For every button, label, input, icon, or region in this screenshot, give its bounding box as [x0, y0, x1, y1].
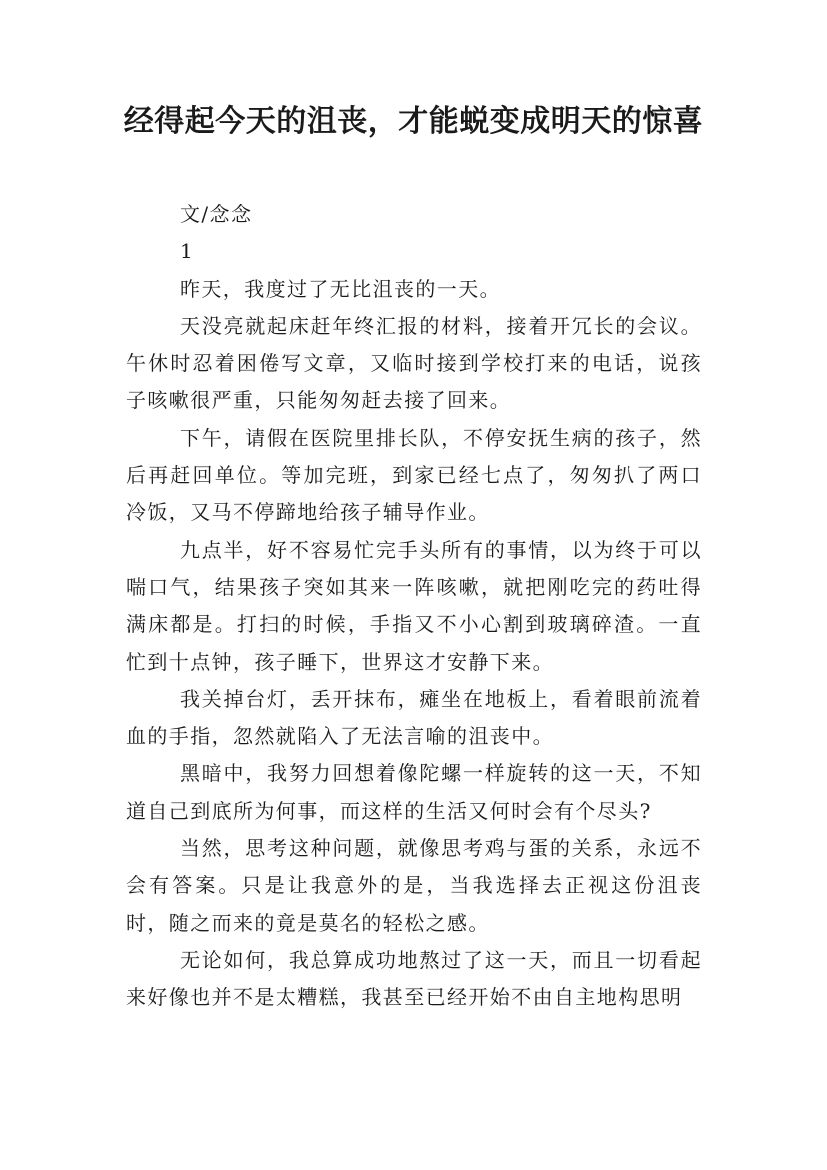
author-line: 文/念念: [180, 202, 253, 226]
paragraph: 无论如何，我总算成功地熬过了这一天，而且一切看起来好像也并不是太糟糕，我甚至已经开始不由自主地构思明: [126, 947, 702, 1010]
paragraph: 天没亮就起床赶年终汇报的材料，接着开冗长的会议。午休时忍着困倦写文章，又临时接到学校打来的电话，说孩子咳嗽很严重，只能匆匆赶去接了回来。: [126, 313, 702, 413]
paragraph: 黑暗中，我努力回想着像陀螺一样旋转的这一天，不知道自己到底所为何事，而这样的生活又何时会有个尽头?: [126, 761, 702, 823]
paragraph: 下午，请假在医院里排长队，不停安抚生病的孩子，然后再赶回单位。等加完班，到家已经七点了，匆匆扒了两口冷饭，又马不停蹄地给孩子辅导作业。: [126, 425, 702, 525]
section-number: 1: [180, 239, 195, 264]
paragraph: 昨天，我度过了无比沮丧的一天。: [180, 276, 501, 301]
paragraph: 九点半，好不容易忙完手头所有的事情，以为终于可以喘口气，结果孩子突如其来一阵咳嗽，就把刚吃完的药吐得满床都是。打扫的时候，手指又不小心割到玻璃碎渣。一直忙到十点钟，孩子睡下，世界这才安静下来。: [126, 537, 702, 674]
article-title: 经得起今天的沮丧，才能蜕变成明天的惊喜: [123, 104, 704, 139]
article-body: [126, 196, 702, 1017]
paragraph: 我关掉台灯，丢开抹布，瘫坐在地板上，看着眼前流着血的手指，忽然就陷入了无法言喻的沮丧中。: [126, 686, 702, 749]
paragraph: 当然，思考这种问题，就像思考鸡与蛋的关系，永远不会有答案。只是让我意外的是，当我选择去正视这份沮丧时，随之而来的竟是莫名的轻松之感。: [126, 836, 702, 935]
